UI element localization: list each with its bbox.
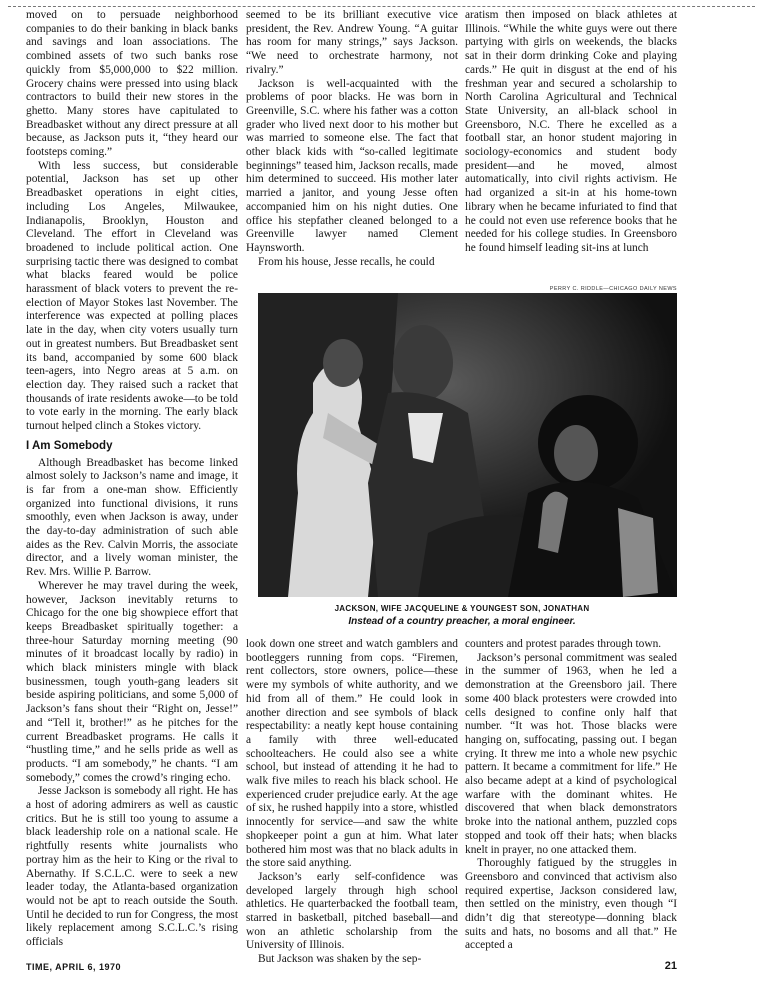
paragraph: Thoroughly fatigued by the struggles in Greensboro and convinced that activism also required expertise, Jackson considered law, then settled on the ministry, even though “I didn’t dig that stereotype—donning black suits and hats, no bosoms and all that.” He accepted a [465, 857, 677, 952]
article-column-3-lower [465, 638, 677, 953]
family-photograph [258, 293, 677, 597]
article-column-3 [465, 9, 677, 256]
paragraph: moved on to persuade neighborhood companies to do their banking in black banks and savings and loan associations. The combined assets of two such banks rose quickly from $5,000,000 to $22 million. Grocery chains were pressed into using black contractors to build their new stores in the ghetto. Many stores have capitulated to Breadbasket without any direct pressure at all because, as Jackson puts it, “they heard our footsteps coming.” [26, 9, 238, 159]
paragraph: With less success, but considerable potential, Jackson has set up other Breadbasket operations in eight cities, including Los Angeles, Milwaukee, Indianapolis, Brooklyn, Houston and Cleveland. The effort in Cleveland was broadened to include political action. One surprising tactic there was designed to combat what blacks feared would be police harassment of black voters to prevent the re-election of Mayor Stokes last November. The interference was expected at polling places late in the day, when city voters usually turn out in greatest numbers. But Breadbasket sent its band, accompanied by some 600 black teen-agers, into Negro areas at 5 a.m. on election day. They raised such a racket that thousands of irate residents awoke—to be told to vote early in the morning. The early black turnout helped clinch a Stokes victory. [26, 159, 238, 433]
paragraph: From his house, Jesse recalls, he could [258, 255, 435, 268]
paragraph: Jesse Jackson is somebody all right. He has a host of adoring admirers as well as caustic critics. But he is still too young to assume a black leadership role on a national scale. He rightfully resents white journalists who portray him as the heir to King or the rival to Abernathy. If S.C.L.C. were to seek a new leader today, the Atlanta-based organization would not be apt to reach outside the South. Until he decided to run for Congress, the most likely replacement among S.C.L.C.’s rising officials [26, 785, 238, 949]
paragraph: Jackson is well-acquainted with the problems of poor blacks. He was born in Greenville, S.C. where his father was a cotton grader who lived next door to his mother but was married to someone else. The fact that other black kids with “so-called legitimate beginnings” teased him, Jackson recalls, made him determined to succeed. His mother later married a janitor, and young Jesse often accompanied him on his night duties. One office his stepfather cleaned belonged to a Greenville lawyer named Clement Haynsworth. [246, 77, 458, 254]
paragraph: Wherever he may travel during the week, however, Jackson inevitably returns to Chicago for the one big showpiece effort that keeps Breadbasket spiritually together: a three-hour Saturday morning meeting (90 minutes of it broadcast locally by radio) in which black ministers mingle with black businessmen, tough youth-gang leaders sit beside aspiring politicians, and some 5,000 of Jackson’s fans shout their “Right on, Jesse!” and “Tell it, brother!” as he pitches for the current Breadbasket programs. He calls it “hustling time,” and he sells pride as well as products. “I am somebody,” he chants. “I am somebody,” comes the crowd’s ringing echo. [26, 579, 238, 784]
photo-caption-title: JACKSON, WIFE JACQUELINE & YOUNGEST SON, JONATHAN [334, 604, 590, 613]
paragraph: Although Breadbasket has become linked almost solely to Jackson’s name and image, it is far from a one-man show. Efficiently organized into functional divisions, it runs smoothly, even when Jackson is away, under the day-to-day administration of such able aides as the Rev. Calvin Morris, the associate director, and a lively woman minister, the Rev. Mrs. Willie P. Barrow. [26, 456, 238, 579]
paragraph: Jackson’s early self-confidence was developed largely through high school athletics. He quarterbacked the football team, starred in basketball, pitched baseball—and won an athletic scholarship from the University of Illinois. [246, 870, 458, 952]
paragraph: counters and protest parades through town. [465, 638, 662, 650]
paragraph: seemed to be its brilliant executive vice president, the Rev. Andrew Young. “A guitar has room for many strings,” says Jackson. “We need to orchestrate harmony, not rivalry.” [246, 9, 458, 76]
paragraph: aratism then imposed on black athletes at Illinois. “While the white guys were out there partying with girls on weekends, the blacks sat in their dorm drinking Coke and playing cards.” He quit in disgust at the end of his freshman year and secured a scholarship to North Carolina Agricultural and Technical State University, an all-black school in Greensboro, N.C. There he excelled as a football star, an honor student majoring in sociology-economics and student body president—and he moved, almost automatically, into civil rights activism. He had organized a sit-in at his home-town library when he became infuriated to find that he could not even use reference books that he needed for his college studies. In Greensboro he found himself leading sit-ins at lunch [465, 9, 677, 254]
section-subhead: I Am Somebody [26, 439, 113, 452]
page-number: 21 [664, 960, 677, 972]
article-column-1 [26, 9, 238, 950]
paragraph: look down one street and watch gamblers and bootleggers running from cops. “Firemen, rent collectors, store owners, police—these were my symbols of white authority, and we hid from all of them.” He could look in another direction and see symbols of black respectability: a neatly kept house containing a family with three well-educated schoolteachers. He could also see a white school, but instead of attending it he had to walk five miles to reach his black school. He experienced cruder prejudice early. At the age of six, he rushed happily into a store, whistled innocently for service—and saw the white shopkeeper point a gun at him. What later bothered him most was that no black adults in the store said anything. [246, 638, 458, 870]
article-column-2 [246, 9, 458, 269]
top-rule [8, 6, 755, 7]
paragraph: Jackson’s personal commitment was sealed in the summer of 1963, when he led a demonstration at the Greensboro jail. There some 400 black protesters were crowded into cells designed to confine only half that number. “It was hot. Those blacks were hanging on, suffocating, passing out. I began crying. It threw me into a whole new psychic pattern. It became a commitment for life.” He also became adept at a kind of psychological warfare with the dominant whites. He discovered that when black demonstrators broke into the national anthem, puzzled cops stopped and took off their hats; when blacks knelt in prayer, no one attacked them. [465, 651, 677, 856]
photo-credit: PERRY C. RIDDLE—CHICAGO DAILY NEWS [549, 286, 677, 292]
photo-caption-subtitle: Instead of a country preacher, a moral engineer. [348, 616, 576, 627]
issue-date: TIME, APRIL 6, 1970 [26, 962, 122, 972]
photo-illustration [258, 293, 677, 597]
article-column-2-lower [246, 638, 458, 967]
paragraph: But Jackson was shaken by the sep- [258, 953, 422, 966]
